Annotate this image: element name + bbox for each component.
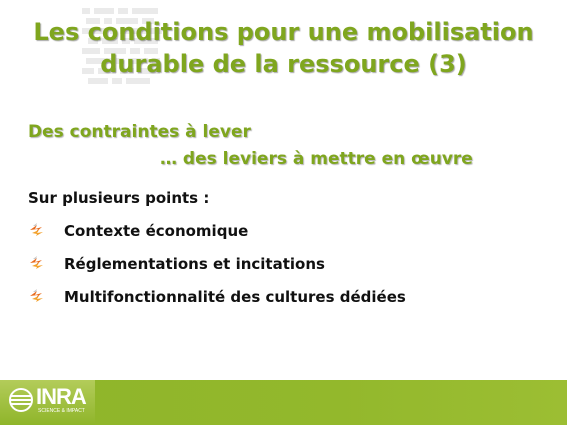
inra-logo-icon [6,385,36,415]
flame-bullet-icon [28,254,46,272]
flame-bullet-icon [28,221,46,239]
logo-name: INRA [36,384,86,409]
intro-text: Sur plusieurs points : [28,189,210,207]
flame-bullet-icon [28,287,46,305]
subtitle-constraints: Des contraintes à lever [28,122,251,142]
logo-tagline: SCIENCE & IMPACT [38,408,85,414]
bullet-label: Contexte économique [64,222,249,240]
bullet-label: Multifonctionnalité des cultures dédiées [64,288,406,306]
slide-title-line1: Les conditions pour une mobilisation [33,18,534,46]
subtitle-levers: … des leviers à mettre en œuvre [160,149,473,169]
slide-title-line2: durable de la ressource (3) [100,50,467,78]
bullet-label: Réglementations et incitations [64,255,325,273]
slide-title [0,16,567,80]
